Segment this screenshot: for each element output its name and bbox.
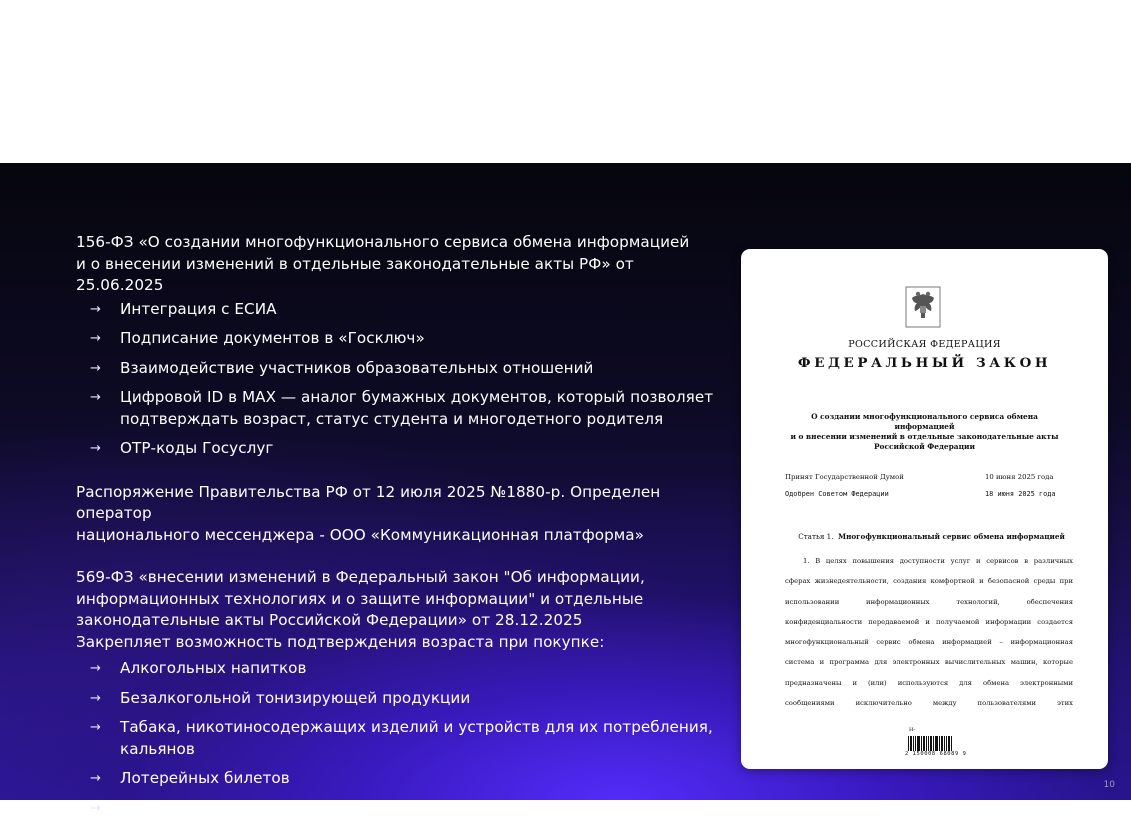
arrow-right-icon: →: [90, 441, 101, 456]
law1-heading-line1: 156-ФЗ «О создании многофункционального сервиса обмена информацией: [76, 233, 690, 251]
arrow-right-icon: →: [90, 331, 101, 346]
list-item: → ОТР-коды Госуслуг: [76, 438, 716, 460]
order-line1: Распоряжение Правительства РФ от 12 июля 2025 №1880-р. Определен оператор: [76, 482, 661, 522]
slide: [0, 163, 1131, 817]
document-article-heading: Статья 1. Многофункциональный сервис обмена информацией: [798, 532, 1065, 541]
top-blank-area: [0, 0, 1131, 163]
page-number: 10: [1103, 780, 1115, 790]
law2-line3: законодательные акты Российской Федерации» от 28.12.2025: [76, 611, 583, 629]
law2-line1: 569-ФЗ «внесении изменений в Федеральный закон "Об информации,: [76, 568, 645, 586]
document-mark: Н-: [909, 727, 916, 733]
barcode-number: 2 150008 68089 9: [905, 751, 967, 757]
list-item: → Интеграция с ЕСИА: [76, 299, 716, 321]
list-item: → Подписание документов в «Госключ»: [76, 328, 716, 350]
arrow-right-icon: →: [90, 771, 101, 786]
document-meta-duma: Принят Государственной Думой 10 июня 2025 года: [785, 473, 1054, 481]
arrow-right-icon: →: [90, 301, 101, 317]
document-country: РОССИЙСКАЯ ФЕДЕРАЦИЯ: [848, 339, 1001, 350]
list-item: → Безалкогольной тонизирующей продукции: [76, 688, 716, 710]
coat-of-arms-icon: [905, 286, 941, 328]
law2-line4: Закрепляет возможность подтверждения возраста при покупке:: [76, 632, 605, 651]
document-type: ФЕДЕРАЛЬНЫЙ ЗАКОН: [797, 355, 1052, 371]
order-line2: национального мессенджера - ООО «Коммуникационная платформа»: [76, 525, 644, 544]
arrow-right-icon: →: [90, 720, 101, 735]
law1-heading-line2: и о внесении изменений в отдельные законодательные акты РФ» от 25.06.2025: [76, 254, 634, 294]
arrow-right-icon: →: [90, 661, 101, 676]
law2-bullet-list: [76, 658, 716, 819]
list-item: → Лотерейных билетов: [76, 768, 716, 790]
document-meta-council: Одобрен Советом Федерации 18 июня 2025 года: [785, 490, 1056, 498]
list-item: → Цифровой ID в MAX — аналог бумажных документов, который позволяет подтверждать возраст, статус студента и многодетного родителя: [90, 388, 714, 428]
arrow-right-icon: →: [90, 800, 101, 816]
law2-line2: информационных технологиях и о защите информации" и отдельные: [76, 589, 644, 608]
list-item: → Взаимодействие участников образовательных отношений: [76, 358, 716, 380]
arrow-right-icon: →: [90, 690, 101, 706]
barcode-icon: [908, 736, 952, 751]
arrow-right-icon: →: [90, 390, 101, 405]
document-body: 1. В целях повышения доступности услуг и сервисов в различных сферах жизнедеятельности, создания комфортной и безопасной среды при использовании информационных технологий, обеспечения конфиденциальности передаваемой и получаемой информации создается многофункциональный сервис обмена информацией – информационная система и программа для электронных вычислительных машин, которые предназначены и (или) используются для обмена электронными сообщениями исключительно между пользователями этих: [785, 557, 1073, 708]
arrow-right-icon: →: [90, 360, 101, 376]
law-document-image: [741, 249, 1108, 769]
law1-bullet-list: [76, 299, 716, 460]
list-item: → Табака, никотиносодержащих изделий и устройств для их потребления, кальянов: [90, 718, 713, 758]
text-column: [76, 232, 716, 827]
document-title: О создании многофункционального сервиса обмена информацией и о внесении изменений в отдельные законодательные акты Российской Федерации: [790, 412, 1059, 451]
list-item: → Посещении зрелищного мероприятия: [76, 798, 716, 820]
list-item: → Алкогольных напитков: [76, 658, 716, 680]
